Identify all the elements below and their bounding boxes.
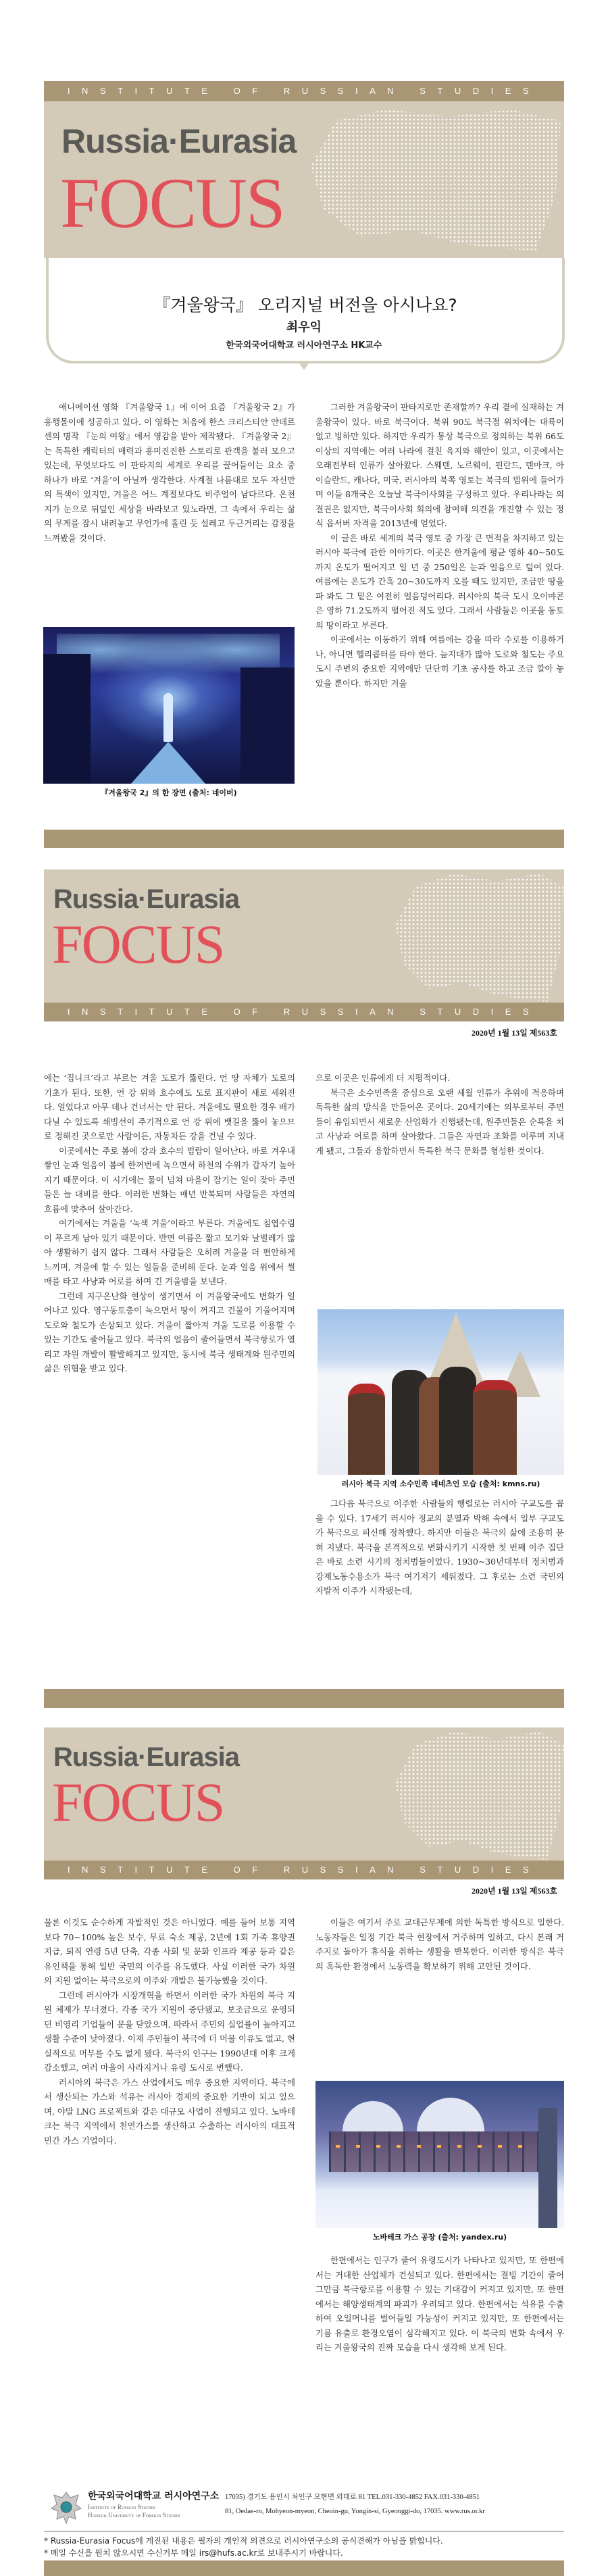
- paragraph: 애니메이션 영화 『겨울왕국 1』에 이어 요즘 『겨울왕국 2』가 흥행몰이에 성공하고 있다. 이 영화는 처음에 한스 크리스티안 안데르센의 명작 『눈의 여왕』에서 영감을 받아 제작됐다. 『겨울왕국 2』는 독특한 캐릭터의 매력과 흥미진진한 스토리로 관객을 불러 모으고 있는데, 무엇보다도 이 판타지의 세계로 우리를 끌어들이는 요소 중 하나가 바로 ‘겨울’이 아닐까 생각한다. 사계절 나름대로 모두 자신만의 특색이 있지만, 겨울은 어느 계절보다도 비주얼이 남다르다. 온천지가 눈으로 뒤덮인 세상을 바라보고 있노라면, 그 속에서 우리는 삶의 무게를 잠시 내려놓고 무언가에 홀린 듯 설레고 두근거리는 감정을 느껴봤을 것이다.: [44, 402, 295, 543]
- title-pointer: [299, 362, 309, 370]
- paragraph: 그다음 북극으로 이주한 사람들의 행렬로는 러시아 구교도를 꼽을 수 있다. 17세기 러시아 정교의 분열과 박해 속에서 일부 구교도가 북극으로 피신해 정착했다. 하지만 이들은 북극의 삶에 조용히 묻혀 지냈다. 북극을 본격적으로 변화시키기 시작한 첫 번째 이주 집단은 바로 소련 시기의 정치범들이었다. 1930~30년대부터 정치범과 강제노동수용소가 북극 여기저기 세워졌다. 그 후로는 소련 국민의 자발적 이주가 시작됐는데,: [315, 1498, 564, 1596]
- page2-right-column-cont: [315, 1496, 564, 1598]
- disclaimer-note: * Russia-Eurasia Focus에 게진된 내용은 필자의 개인적 의견으로 러시아연구소의 공식견해가 아님을 밝힙니다.: [44, 2536, 443, 2546]
- footer-org-name: 한국외국어대학교 러시아연구소: [88, 2491, 220, 2502]
- page-separator: [44, 830, 564, 848]
- page2-left-column: [44, 1071, 295, 1376]
- page3-right-column: [315, 1915, 564, 1973]
- article-title: 『겨울왕국』 오리지널 버전을 아시나요?: [153, 295, 457, 315]
- footer-org-en-1: Institute of Russian Studies: [88, 2504, 156, 2510]
- nenets-people-image: [318, 1309, 564, 1475]
- paragraph: 한편에서는 인구가 줄어 유령도시가 나타나고 있지만, 또 한편에서는 거대한 산업체가 건설되고 있다. 한편에서는 결빙 기간이 줄어 그만큼 북극항로를 이용할 수 있는 기대감이 커지고 있지만, 또 한편에서는 해양생태계의 파괴가 우려되고 있다. 한편에서는 석유를 수출하여 오일머니를 벌어들일 가능성이 커지고 있지만, 또 한편에서는 기름 유출로 환경오염이 심각해지고 있다. 이 북극의 변화 속에서 우리는 겨울왕국의 진짜 모습을 다시 생각해 보게 된다.: [315, 2255, 564, 2352]
- author-affiliation: 한국외국어대학교 러시아연구소 HK교수: [226, 340, 382, 351]
- paragraph: 여기에서는 겨울을 ‘녹색 겨울’이라고 부른다. 겨울에도 침엽수림이 푸르게 남아 있기 때문이다. 반면 여름은 짧고 모기와 날벌레가 많아 생활하기 쉽지 않다. 그래서 사람들은 오히려 겨울을 더 편안하게 느끼며, 겨울에 할 수 있는 일들을 준비해 둔다. 눈과 얼음 위에서 썰매를 타고 사냥과 어로를 하며 긴 겨울밤을 보낸다.: [44, 1218, 295, 1286]
- masthead-banner: [44, 869, 564, 1003]
- institute-stripe: INSTITUTE OF RUSSIAN STUDIES: [44, 81, 564, 101]
- russia-map-graphic: [395, 874, 564, 1002]
- brand-title: Russia·Eurasia: [61, 122, 297, 160]
- brand-focus: FOCUS: [52, 1771, 224, 1833]
- paragraph: 이 글은 바로 세계의 북극 영토 중 가장 큰 면적을 차지하고 있는 러시아 북극에 관한 이야기다. 이곳은 한겨울에 평균 영하 40~50도까지 온도가 떨어지고 일 년 중 250일은 눈과 얼음으로 덮여 있다. 여름에는 온도가 간혹 20~30도까지 오를 때도 있지만, 조금만 땅을 파 봐도 그 밑은 여전히 얼음덩어리다. 러시아의 북극 도시 오이먀콘은 영하 71.2도까지 떨어진 적도 있다. 그래서 사람들은 이곳을 동토의 땅이라고 부른다.: [315, 532, 564, 630]
- institute-stripe: INSTITUTE OF RUSSIAN STUDIES: [44, 1003, 564, 1021]
- masthead-banner: [44, 101, 564, 258]
- paragraph: 그런데 지구온난화 현상이 생기면서 이 겨울왕국에도 변화가 일어나고 있다. 영구동토층이 녹으면서 땅이 꺼지고 건물이 기울어지며 도로와 철도가 손상되고 있다. 겨울이 짧아져 겨울 도로를 이용할 수 있는 기간도 줄어들고 있다. 북극의 얼음이 줄어들면서 북극항로가 열리고 자원 개발이 활발해지고 있지만, 동시에 북극 생태계와 원주민의 삶은 위협을 받고 있다.: [44, 1290, 295, 1373]
- author-name: 최우익: [286, 320, 322, 334]
- footer-address-en: 81, Oedae-ro, Mohyeon-myeon, Cheoin-gu, Yongin-si, Gyeonggi-do, 17035. www.rus.or.kr: [225, 2508, 485, 2515]
- paragraph: 이곳에서는 이동하기 위해 여름에는 강을 따라 수로를 이용하거나, 아니면 헬리콥터를 타야 한다. 늪지대가 많아 도로와 철도는 주요 도시 주변의 중요한 지역에만 단단히 기초 공사를 하고 조금 깔아 놓았을 뿐이다. 하지만 겨울: [315, 634, 564, 688]
- brand-focus: FOCUS: [60, 163, 284, 243]
- paragraph: 북극은 소수민족을 중심으로 오랜 세월 인류가 추위에 적응하며 독특한 삶의 방식을 만들어온 곳이다. 20세기에는 외부로부터 주민들이 유입되면서 새로운 산업화가 진행됐는데, 원주민들은 순록을 치고 사냥과 어로를 하며 살아왔다. 그들은 자연과 조화를 이루며 지내게 됐고, 그들과 융합하면서 독특한 북극 문화를 형성한 것이다.: [315, 1087, 564, 1156]
- image-caption: 러시아 북극 지역 소수민족 네네츠인 모습 (출처: kmns.ru): [341, 1480, 540, 1488]
- image-caption: 노바테크 가스 공장 (출처: yandex.ru): [372, 2233, 507, 2242]
- paragraph: 에는 ‘짐니크’라고 부르는 겨울 도로가 뚫린다. 언 땅 자체가 도로의 기초가 된다. 또한, 언 강 위와 호수에도 도로 표지판이 새로 세워진다. 얼었다고 아무 데나 건너서는 안 된다. 겨울에도 필요한 경우 배가 다닐 수 있도록 쇄빙선이 주기적으로 언 강 위에 뱃길을 뚫어 놓으므로 정해진 곳으로만 사람이든, 자동차든 강을 건널 수 있다.: [44, 1073, 295, 1141]
- page-separator: [44, 1689, 564, 1708]
- issue-date: 2020년 1월 13일 제563호: [472, 1028, 557, 1038]
- paragraph: 으로 이곳은 인류에게 더 지평적이다.: [315, 1073, 451, 1083]
- page3-left-column: [44, 1915, 295, 2148]
- paragraph: 그러한 겨울왕국이 판타지로만 존재할까? 우리 곁에 실재하는 겨울왕국이 있다. 바로 북극이다. 북위 90도 북극점 위치에는 대륙이 없고 빙하만 있다. 하지만 우리가 통상 북극으로 정의하는 북위 66도 이상의 지역에는 여러 나라에 걸친 육지와 해안이 있고, 이곳에서는 오래전부터 인류가 살아왔다. 스웨덴, 노르웨이, 핀란드, 덴마크, 아이슬란드, 캐나다, 미국, 러시아의 북쪽 영토는 북극의 범위에 들어가며 이들 8개국은 오늘날 북극이사회를 구성하고 있다. 우리나라는 의결권은 없지만, 북극이사회 회의에 참여해 의견을 개진할 수 있는 정식 옵서버 자격을 2013년에 얻었다.: [315, 402, 564, 528]
- footer-divider: [44, 2531, 564, 2532]
- page1-right-column: [315, 400, 564, 690]
- unsubscribe-note: * 메일 수신을 원치 않으시면 수신거부 메일 irs@hufs.ac.kr로 보내주시기 바랍니다.: [44, 2548, 343, 2558]
- page2-right-column: [315, 1071, 564, 1158]
- institute-stripe: INSTITUTE OF RUSSIAN STUDIES: [44, 1861, 564, 1879]
- russia-map-graphic: [311, 109, 561, 251]
- footer-address-ko: 17035) 경기도 용인시 처인구 모현면 외대로 81 TEL.031-330-4852 FAX.031-330-4851: [225, 2494, 480, 2501]
- paragraph: 이곳에서는 주로 봄에 강과 호수의 범람이 일어난다. 바로 겨우내 쌓인 눈과 얼음이 봄에 한꺼번에 녹으면서 하천의 수위가 갑자기 높아지기 때문이다. 이 시기에는 물이 넘쳐 마을이 잠기는 일이 잦아 주민들은 늘 대비를 한다. 이러한 변화는 매년 반복되며 사람들은 자연의 흐름에 맞추어 살아간다.: [44, 1145, 295, 1214]
- footer-org-en-2: Hankuk University of Foreign Studies: [88, 2512, 181, 2519]
- brand-focus: FOCUS: [52, 913, 224, 975]
- paragraph: 물론 이것도 순수하게 자발적인 것은 아니었다. 예를 들어 보통 지역보다 70~100% 높은 보수, 무료 숙소 제공, 2년에 1회 가족 휴양권 지급, 퇴직 연령 5년 단축, 각종 사회 및 문화 인프라 제공 등과 같은 유인책을 통해 일반 국민의 이주를 유도했다. 사실 이러한 국가 차원의 지원 없이는 북극으로의 이주와 개발은 불가능했을 것이다.: [44, 1917, 295, 1986]
- page1-left-column: [44, 400, 295, 545]
- russia-map-graphic: [395, 1732, 564, 1860]
- brand-title: Russia·Eurasia: [53, 1742, 240, 1772]
- frozen-scene-image: [43, 627, 295, 784]
- paragraph: 이들은 여기서 주로 교대근무제에 의한 독특한 방식으로 일한다. 노동자들은 일정 기간 북극 현장에서 거주하며 일하고, 다시 본래 거주지로 돌아가 휴식을 취하는 생활을 반복한다. 이러한 방식은 북극의 혹독한 환경에서 노동력을 확보하기 위해 고안된 것이다.: [315, 1917, 564, 1971]
- paragraph: 그런데 러시아가 시장개혁을 하면서 이러한 국가 차원의 북극 지원 체제가 무너졌다. 각종 국가 지원이 중단됐고, 보조금으로 운영되던 비영리 기업들이 문을 닫았으며, 따라서 주민의 실업률이 높아지고 생활 수준이 낮아졌다. 이제 주민들이 북극에 더 머물 이유도 없고, 현실적으로 머무를 수도 없게 됐다. 북극의 인구는 1990년대 이후 크게 감소했고, 여러 마을이 사라지거나 유령 도시로 변했다.: [44, 1990, 295, 2073]
- institute-emblem-icon: [47, 2488, 85, 2526]
- page3-right-column-cont: [315, 2253, 564, 2355]
- issue-date: 2020년 1월 13일 제563호: [472, 1886, 557, 1896]
- footer-bar: [44, 2560, 564, 2576]
- paragraph: 러시아의 북극은 가스 산업에서도 매우 중요한 지역이다. 북극에서 생산되는 가스와 석유는 러시아 경제의 중요한 기반이 되고 있으며, 야말 LNG 프로젝트와 같은 대규모 사업이 진행되고 있다. 노바테크는 북극 지역에서 천연가스를 생산하고 수출하는 러시아의 대표적 민간 가스 기업이다.: [44, 2077, 295, 2146]
- brand-title: Russia·Eurasia: [53, 884, 240, 914]
- masthead-banner: [44, 1727, 564, 1861]
- image-caption: 『겨울왕국 2』의 한 장면 (출처: 네이버): [101, 788, 237, 797]
- gas-plant-image: [315, 2081, 564, 2228]
